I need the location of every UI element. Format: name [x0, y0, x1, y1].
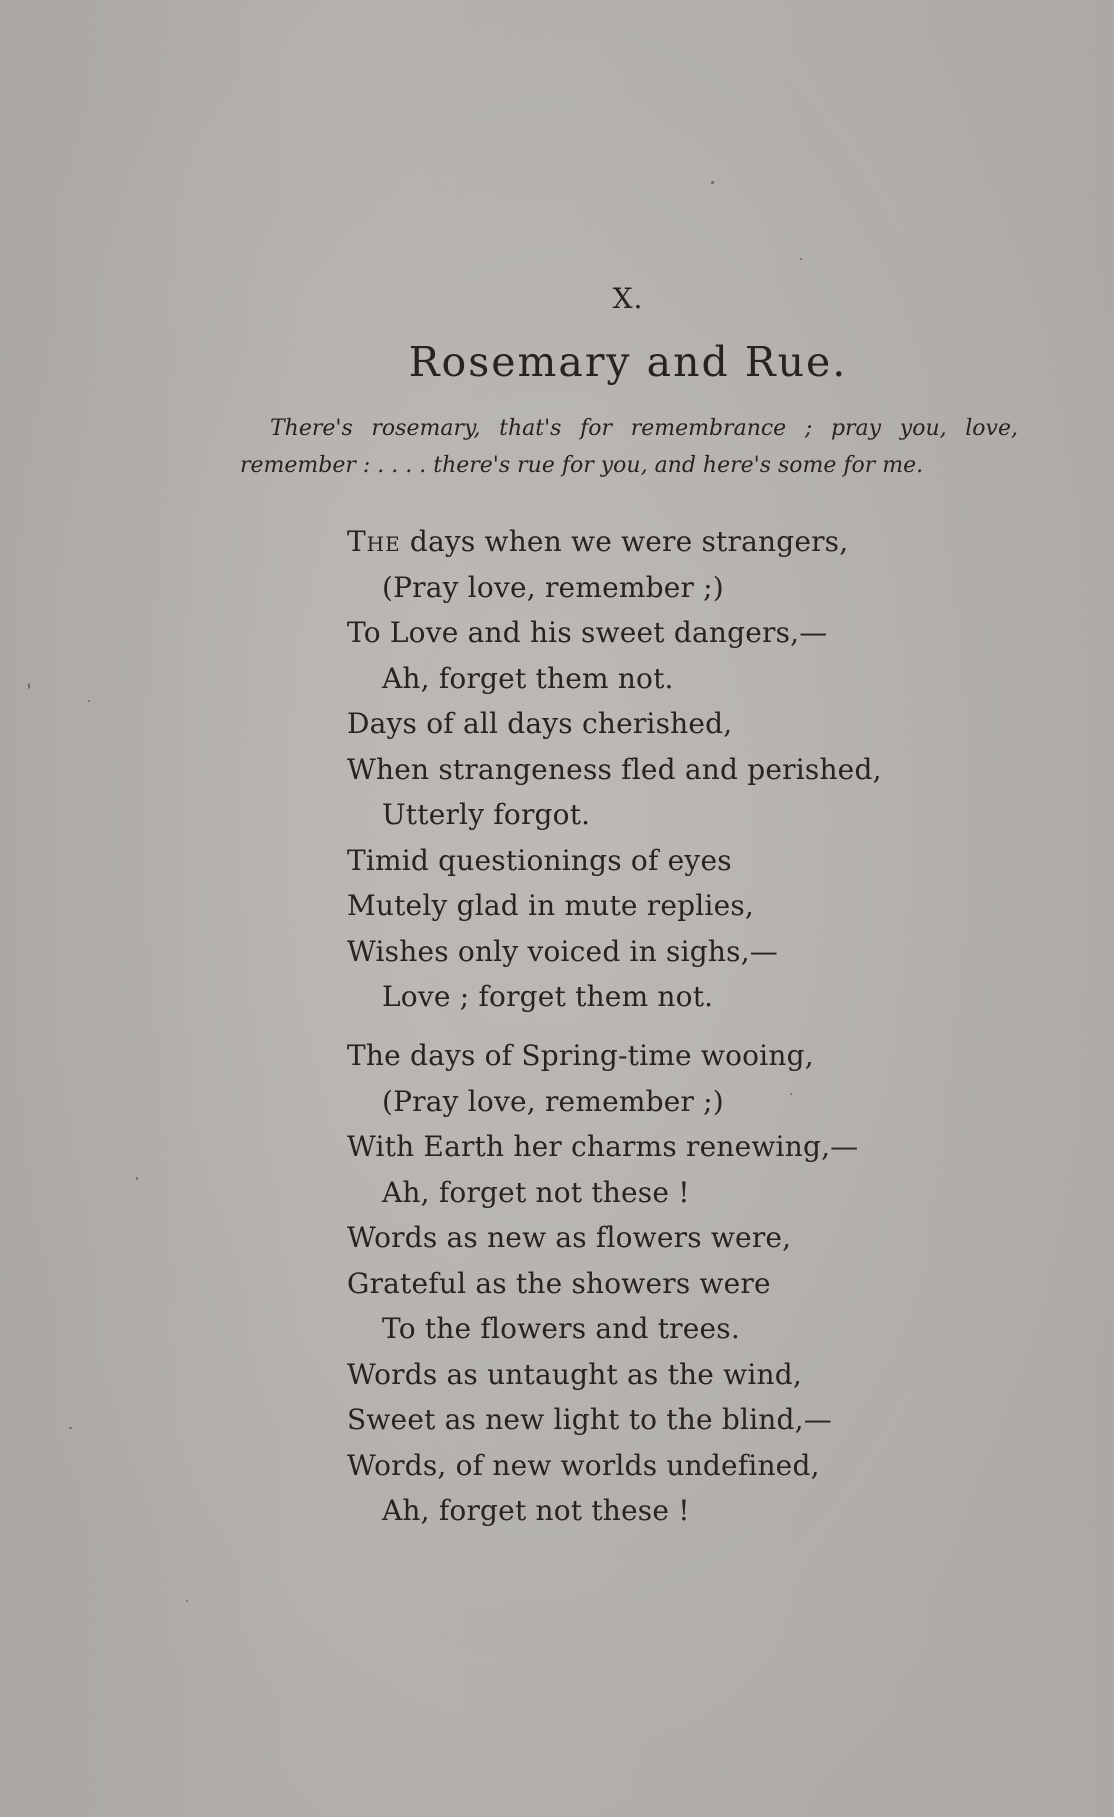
poem-line: Utterly forgot. [382, 798, 591, 831]
poem-line: Love ; forget them not. [382, 980, 714, 1013]
poem-line: (Pray love, remember ;) [382, 570, 724, 604]
poem-line: Words as untaught as the wind, [347, 1357, 802, 1391]
poem-line: Days of all days cherished, [347, 707, 733, 740]
paper-speck [800, 258, 802, 260]
poem-line: Timid questionings of eyes [347, 843, 732, 877]
poem-line: Grateful as the showers were [347, 1266, 771, 1300]
chapter-number: X. [612, 282, 644, 315]
poem-line [347, 519, 882, 565]
small-caps-first-word: The [347, 525, 401, 558]
poem-line: To the flowers and trees. [382, 1312, 740, 1345]
paper-speck [69, 1427, 72, 1429]
poem-line: To Love and his sweet dangers,— [347, 616, 828, 649]
poem-line-text: days when we were strangers, [400, 525, 849, 558]
poem-line: The days of Spring-time wooing, [347, 1039, 814, 1072]
poem-line: Ah, forget not these ! [382, 1494, 690, 1527]
poem-line: Words, of new worlds undefined, [347, 1448, 820, 1482]
poem-line: When strangeness fled and perished, [347, 752, 882, 786]
poem-line: (Pray love, remember ;) [382, 1084, 724, 1118]
paper-speck [88, 700, 90, 702]
poem-line: Words as new as flowers were, [347, 1221, 792, 1254]
paper-speck [28, 683, 30, 689]
poem-title: Rosemary and Rue. [408, 338, 848, 386]
paper-speck [790, 1093, 792, 1095]
poem-line: Ah, forget not these ! [382, 1175, 690, 1209]
poem-line: With Earth her charms renewing,— [347, 1130, 859, 1163]
stanza-1 [347, 519, 882, 1020]
poem-line: Ah, forget them not. [382, 661, 674, 695]
poem-line: Wishes only voiced in sighs,— [347, 934, 778, 968]
epigraph: There's rosemary, that's for remembrance ; pray you, love, remember : . . . . there's rue for you, and here's some for me. [240, 416, 1018, 478]
paper-speck [711, 181, 714, 184]
paper-speck [186, 1600, 188, 1602]
poem-line: Mutely glad in mute replies, [347, 889, 755, 922]
stanza-2 [347, 1033, 858, 1534]
paper-speck [136, 1177, 138, 1180]
poem-line: Sweet as new light to the blind,— [347, 1403, 832, 1436]
